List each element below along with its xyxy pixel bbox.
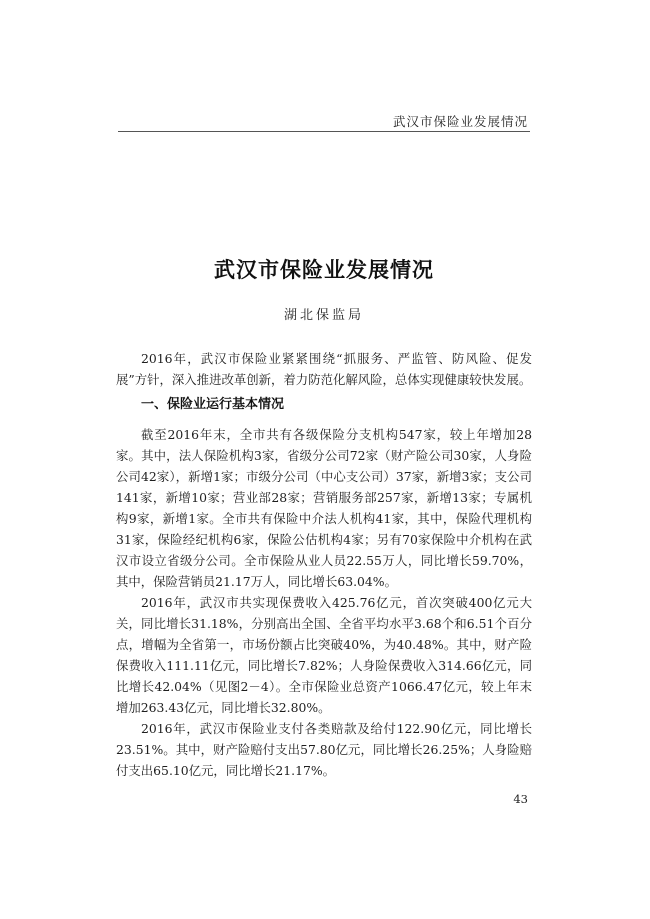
document-title: 武汉市保险业发展情况 (214, 258, 434, 282)
header-rule (118, 131, 530, 132)
page-number: 43 (513, 792, 528, 806)
running-header: 武汉市保险业发展情况 (392, 114, 528, 129)
paragraph-claims: 2016年，武汉市保险业支付各类赔款及给付122.90亿元，同比增长23.51%。其中，财产险赔付支出57.80亿元，同比增长26.25%；人身险赔付支出65.10亿元，同比增长21.17%。 (116, 721, 532, 778)
paragraph-premium-income: 2016年，武汉市共实现保费收入425.76亿元，首次突破400亿元大关，同比增长31.18%，分别高出全国、全省平均水平3.68个和6.51个百分点，增幅为全省第一，市场份额占比突破40%，为40.48%。其中，财产险保费收入111.11亿元，同比增长7.82%；人身险保费收入314.66亿元，同比增长42.04%（见图2－4）。全市保险业总资产1066.47亿元，较上年末增加263.43亿元，同比增长32.80%。 (116, 595, 532, 715)
body-text (116, 348, 532, 781)
document-author: 湖北保监局 (283, 308, 364, 323)
paragraph-institutions: 截至2016年末，全市共有各级保险分支机构547家，较上年增加28家。其中，法人保险机构3家，省级分公司72家（财产险公司30家，人身险公司42家），新增1家；市级分公司（中心支公司）37家，新增3家；支公司141家，新增10家；营业部28家；营销服务部257家，新增13家；专属机构9家，新增1家。全市共有保险中介法人机构41家，其中，保险代理机构31家，保险经纪机构6家，保险公估机构4家；另有70家保险中介机构在武汉市设立省级分公司。全市保险从业人员22.55万人，同比增长59.70%，其中，保险营销员21.17万人，同比增长63.04%。 (116, 427, 532, 589)
section-heading: 一、保险业运行基本情况 (141, 397, 285, 412)
intro-paragraph: 2016年，武汉市保险业紧紧围绕“抓服务、严监管、防风险、促发展”方针，深入推进改革创新，着力防范化解风险，总体实现健康较快发展。 (116, 351, 532, 387)
